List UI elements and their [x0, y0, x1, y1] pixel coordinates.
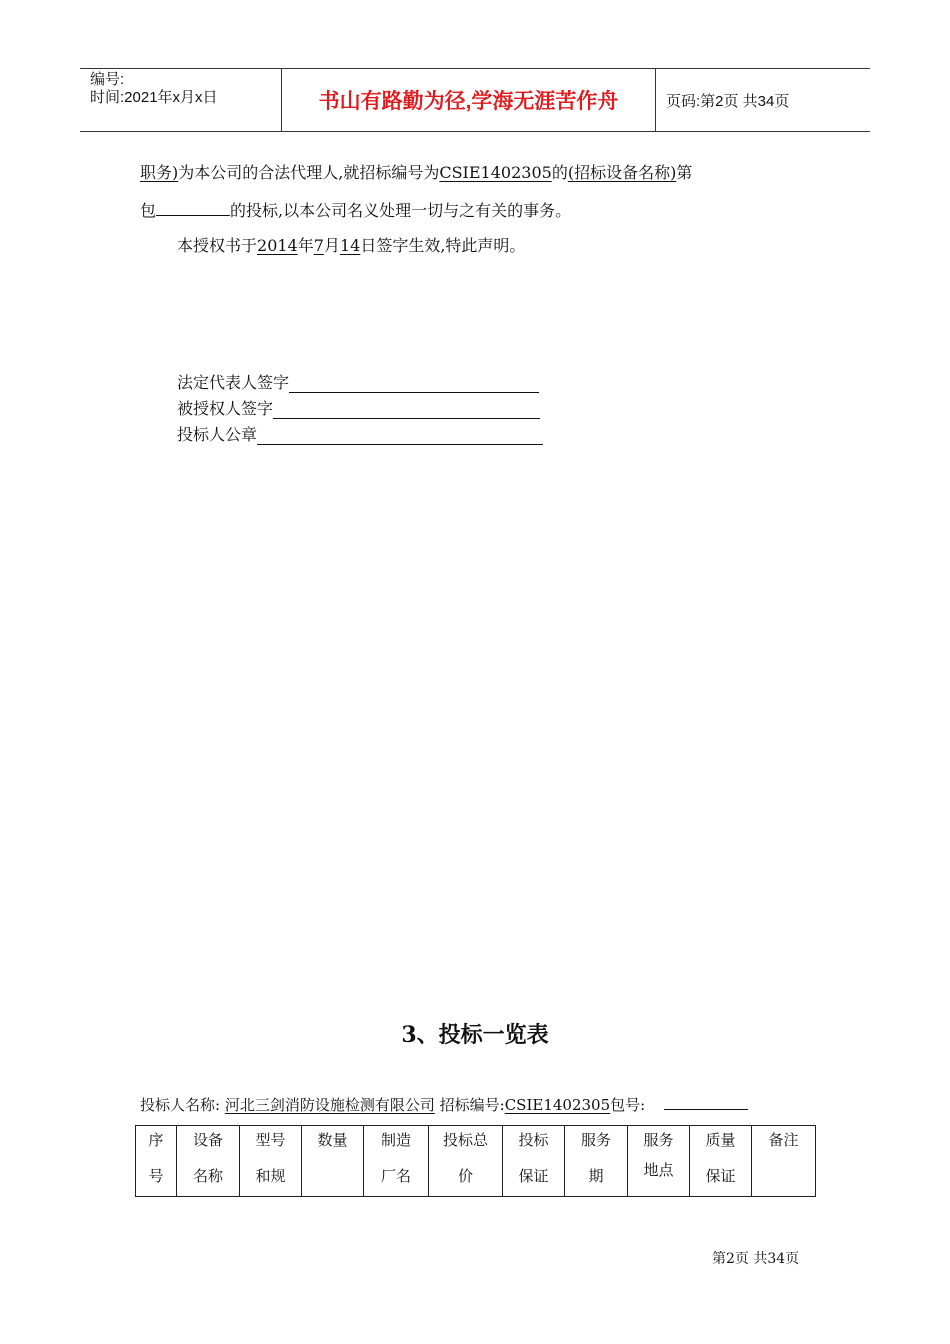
- header-cell: 设备 名称: [177, 1126, 240, 1197]
- authorization-line-2: [140, 198, 571, 221]
- signature-line: [289, 391, 539, 393]
- header-cell: 序 号: [136, 1126, 177, 1197]
- authorized-signature: [177, 396, 540, 419]
- effective-date-line: [177, 233, 525, 256]
- header-cell: 数量: [302, 1126, 364, 1197]
- header-cell: 型号 和规: [240, 1126, 302, 1197]
- table-header-row: [136, 1126, 816, 1197]
- bidder-name-value: 河北三剑消防设施检测有限公司: [224, 1096, 435, 1114]
- header-cell: 服务 地点: [628, 1126, 690, 1197]
- number-label: 编号:: [90, 71, 125, 88]
- text: 月: [323, 236, 340, 255]
- month: 7: [313, 236, 324, 255]
- page-header: [80, 68, 870, 132]
- bidder-name-label: 投标人名称:: [140, 1096, 221, 1114]
- company-seal: [177, 422, 543, 445]
- tender-code-value: CSIE1402305: [504, 1096, 611, 1114]
- bid-summary-table: [135, 1125, 816, 1197]
- package-label: 包号:: [610, 1096, 646, 1114]
- motto: 书山有路勤为径,学海无涯苦作舟: [281, 69, 656, 131]
- day: 14: [339, 236, 361, 255]
- time-label: 时间:2021年x月x日: [90, 89, 218, 106]
- page-footer: 第2页 共34页: [712, 1251, 800, 1267]
- signature-label: 被授权人签字: [177, 399, 274, 418]
- text: 包: [140, 201, 157, 220]
- package-blank: [664, 1094, 748, 1110]
- signature-line: [257, 443, 543, 445]
- text: 本授权书于: [177, 236, 258, 255]
- position-blank: 职务): [140, 163, 179, 182]
- header-cell: 质量 保证: [690, 1126, 752, 1197]
- page-label: 页码:第2页 共34页: [666, 92, 790, 110]
- equipment-name: (招标设备名称): [567, 163, 677, 182]
- header-cell: 投标 保证: [503, 1126, 565, 1197]
- signature-label: 法定代表人签字: [177, 373, 290, 392]
- tender-code: CSIE1402305: [439, 163, 552, 182]
- header-cell: 投标总 价: [429, 1126, 503, 1197]
- section-title: 3、投标一览表: [401, 1022, 549, 1048]
- signature-line: [273, 417, 540, 419]
- text: 日签字生效,特此声明。: [360, 236, 526, 255]
- legal-rep-signature: [177, 370, 539, 393]
- header-cell: 服务 期: [565, 1126, 628, 1197]
- header-cell: 备注: [752, 1126, 816, 1197]
- text: 第: [676, 163, 693, 182]
- year: 2014: [257, 236, 298, 255]
- bidder-info: [140, 1094, 748, 1115]
- text: 的: [551, 163, 568, 182]
- header-cell: 制造 厂名: [364, 1126, 429, 1197]
- package-blank: [156, 200, 230, 216]
- tender-code-label: 招标编号:: [439, 1096, 505, 1114]
- text: 年: [297, 236, 314, 255]
- signature-label: 投标人公章: [177, 425, 258, 444]
- header-info: [80, 69, 280, 133]
- text: 的投标,以本公司名义处理一切与之有关的事务。: [230, 201, 572, 220]
- text: 为本公司的合法代理人,就招标编号为: [178, 163, 440, 182]
- authorization-line-1: [140, 160, 692, 183]
